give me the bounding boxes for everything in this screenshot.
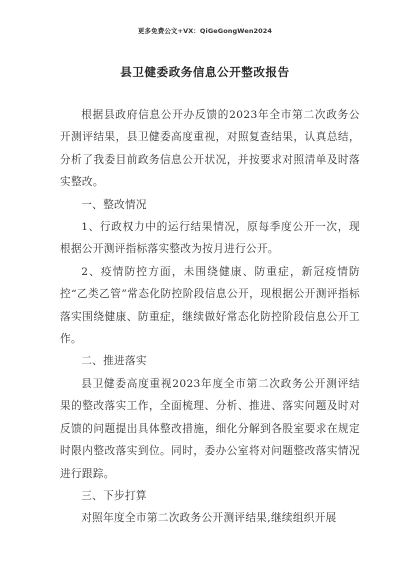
section3-paragraph: 对照年度全市第二次政务公开测评结果,继续组织开展 — [81, 512, 337, 525]
section3-heading: 三、下步打算 — [81, 489, 147, 502]
document-body — [60, 104, 360, 529]
intro-paragraph: 根据县政府信息公开办反馈的2023年全市第二次政务公开测评结果，县卫健委高度重视，对照复查结果，认真总结，分析了我委目前政务信息公开状况，并按要求对照清单及时落实整改。 — [60, 109, 360, 189]
section1-heading: 一、整改情况 — [81, 198, 147, 211]
section2-heading: 二、推进落实 — [81, 355, 147, 368]
section2-paragraph: 县卫健委高度重视2023年度全市第二次政务公开测评结果的整改落实工作，全面梳理、分析、推进、落实问题及时对反馈的问题提出具体整改措施，细化分解到各股室要求在规定时限内整改落实到位。同时，委办公室将对问题整改落实情况进行跟踪。 — [60, 377, 360, 480]
header-watermark: 更多免费公文+VX：QiGeGongWen2024 — [137, 27, 273, 35]
document-title: 县卫健委政务信息公开整改报告 — [120, 65, 290, 79]
section1-item1: 1、行政权力中的运行结果情况，原每季度公开一次，现根据公开测评指标落实整改为按月进行公开。 — [60, 221, 360, 256]
section1-item2: 2、疫情防控方面，未围绕健康、防重症，新冠疫情防控“乙类乙管”常态化防控阶段信息公开，现根据公开测评指标落实围绕健康、防重症，继续做好常态化防控阶段信息公开工作。 — [60, 265, 360, 346]
